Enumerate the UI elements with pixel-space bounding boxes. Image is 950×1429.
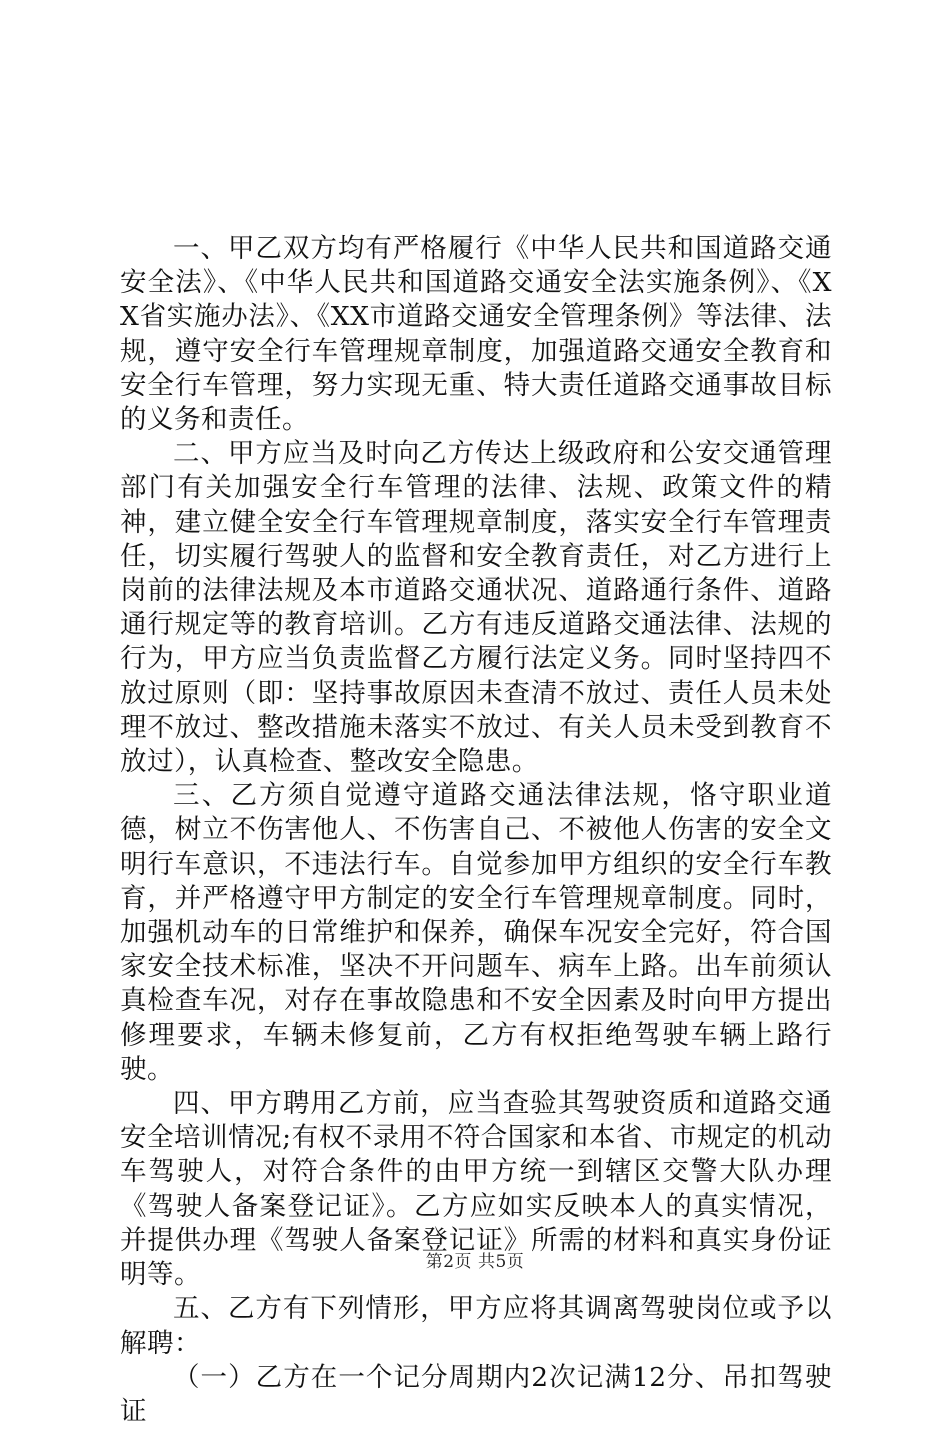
paragraph-5: 五、乙方有下列情形，甲方应将其调离驾驶岗位或予以解聘： [120,1293,832,1359]
page-footer: 第2页 共5页 [425,1252,525,1272]
paragraph-3: 三、乙方须自觉遵守道路交通法律法规，恪守职业道德，树立不伤害他人、不伤害自己、不被他人伤害的安全文明行车意识，不违法行车。自觉参加甲方组织的安全行车教育，并严格遵守甲方制定的安全行车管理规章制度。同时，加强机动车的日常维护和保养，确保车况安全完好，符合国家安全技术标准，坚决不开问题车、病车上路。出车前须认真检查车况，对存在事故隐患和不安全因素及时向甲方提出修理要求，车辆未修复前，乙方有权拒绝驾驶车辆上路行驶。 [120,780,832,1085]
paragraph-6: （一）乙方在一个记分周期内2次记满12分、吊扣驾驶证 [120,1361,832,1427]
paragraph-1: 一、甲乙双方均有严格履行《中华人民共和国道路交通安全法》、《中华人民共和国道路交通安全法实施条例》、《XX省实施办法》、《XX市道路交通安全管理条例》等法律、法规，遵守安全行车管理规章制度，加强道路交通安全教育和安全行车管理，努力实现无重、特大责任道路交通事故目标的义务和责任。 [120,233,832,436]
paragraph-4: 四、甲方聘用乙方前，应当查验其驾驶资质和道路交通安全培训情况;有权不录用不符合国家和本省、市规定的机动车驾驶人，对符合条件的由甲方统一到辖区交警大队办理《驾驶人备案登记证》。乙方应如实反映本人的真实情况，并提供办理《驾驶人备案登记证》所需的材料和真实身份证明等。 [120,1088,832,1291]
paragraph-2: 二、甲方应当及时向乙方传达上级政府和公安交通管理部门有关加强安全行车管理的法律、法规、政策文件的精神，建立健全安全行车管理规章制度，落实安全行车管理责任，切实履行驾驶人的监督和安全教育责任，对乙方进行上岗前的法律法规及本市道路交通状况、道路通行条件、道路通行规定等的教育培训。乙方有违反道路交通法律、法规的行为，甲方应当负责监督乙方履行法定义务。同时坚持四不放过原则（即：坚持事故原因未查清不放过、责任人员未处理不放过、整改措施未落实不放过、有关人员未受到教育不放过），认真检查、整改安全隐患。 [120,438,832,778]
